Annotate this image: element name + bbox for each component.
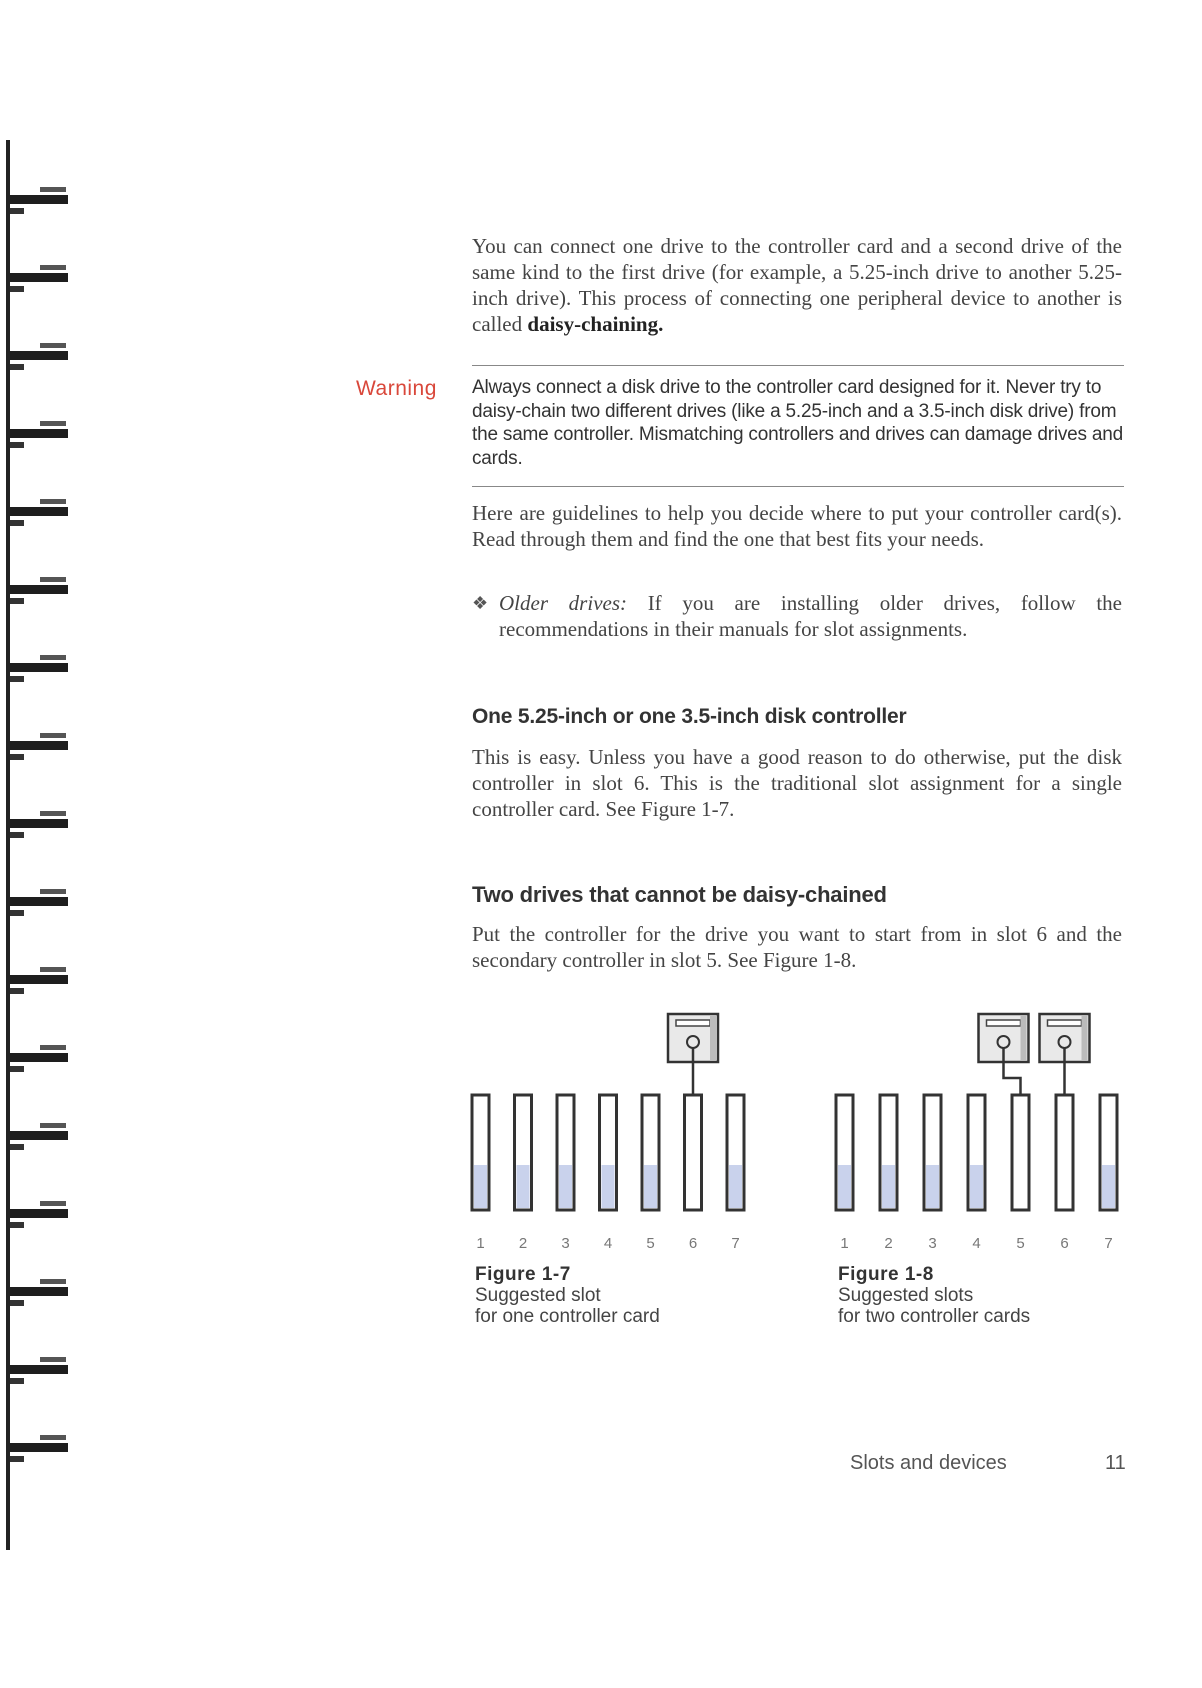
daisy-chaining-term: daisy-chaining. bbox=[527, 312, 664, 336]
slot-3-shade bbox=[559, 1165, 572, 1208]
warning-label: Warning bbox=[356, 377, 437, 400]
slot-1-shade bbox=[838, 1165, 851, 1208]
slot-4-shade bbox=[602, 1165, 615, 1208]
figure-1-7-number: Figure 1-7 bbox=[475, 1264, 571, 1285]
binding-coil bbox=[10, 1279, 68, 1306]
slot-3-label: 3 bbox=[928, 1235, 937, 1250]
slot-1-shade bbox=[474, 1165, 487, 1208]
figure-1-8-caption bbox=[838, 1264, 1030, 1327]
slot-7-shade bbox=[1102, 1165, 1115, 1208]
bullet-diamond-icon: ❖ bbox=[472, 593, 489, 613]
bullet-older-drives bbox=[472, 590, 1122, 642]
bullet-text: If you are installing older drives, follow the recommendations in their manuals for slot assignments. bbox=[499, 591, 1122, 641]
footer-section-title: Slots and devices bbox=[850, 1452, 1007, 1474]
binding-coil bbox=[10, 655, 68, 682]
slot-2-label: 2 bbox=[518, 1235, 528, 1250]
figure-1-8-caption-line1: Suggested slots bbox=[838, 1285, 974, 1306]
binding-coil bbox=[10, 265, 68, 292]
binding-coil bbox=[10, 187, 68, 214]
slot-4-label: 4 bbox=[603, 1235, 613, 1250]
slot-5-rect bbox=[1012, 1095, 1029, 1210]
slot-6-label: 6 bbox=[1060, 1235, 1069, 1250]
binding-coil bbox=[10, 1435, 68, 1462]
slot-7-label: 7 bbox=[731, 1235, 740, 1250]
intro-text: You can connect one drive to the controller card and a second drive of the same kind to the first drive (for example, a 5.25-inch drive to another 5.25-inch drive). This process of connecting one peripheral device to another is called bbox=[472, 234, 1122, 336]
guidelines-paragraph: Here are guidelines to help you decide where to put your controller card(s). Read through them and find the one that best fits your needs. bbox=[472, 501, 1122, 551]
slot-5-shade bbox=[644, 1165, 657, 1208]
slot-7-label: 7 bbox=[1104, 1235, 1113, 1250]
binding-coil bbox=[10, 499, 68, 526]
section1-heading: One 5.25-inch or one 3.5-inch disk controller bbox=[472, 705, 907, 728]
figure-1-8-diagram bbox=[824, 1010, 1134, 1250]
binding-coil bbox=[10, 577, 68, 604]
binding-coil bbox=[10, 811, 68, 838]
figure-1-7-diagram bbox=[460, 1010, 760, 1250]
binding-coil bbox=[10, 967, 68, 994]
divider-top bbox=[472, 365, 1124, 366]
slot-5-label: 5 bbox=[1016, 1235, 1025, 1250]
binding-coil bbox=[10, 343, 68, 370]
slot-1-label: 1 bbox=[840, 1235, 849, 1250]
figure-1-7-caption-line1: Suggested slot bbox=[475, 1285, 601, 1306]
binding-coil bbox=[10, 1045, 68, 1072]
slot-3-shade bbox=[926, 1165, 939, 1208]
binding-coil bbox=[10, 1123, 68, 1150]
footer-page-number: 11 bbox=[1105, 1452, 1126, 1474]
figure-1-8-caption-line2: for two controller cards bbox=[838, 1306, 1031, 1327]
slot-1-label: 1 bbox=[476, 1235, 485, 1250]
warning-text: Always connect a disk drive to the controller card designed for it. Never try to daisy-chain two different drives (like a 5.25-inch and a 3.5-inch disk drive) from the same controller. Mismatching controllers and drives can damage drives and cards. bbox=[472, 377, 1123, 469]
slot-7-shade bbox=[729, 1165, 742, 1208]
figure-1-8-number: Figure 1-8 bbox=[838, 1264, 934, 1285]
spiral-binding bbox=[0, 140, 90, 1550]
slot-4-shade bbox=[970, 1165, 983, 1208]
bullet-lead: Older drives: bbox=[499, 591, 627, 615]
binding-coil bbox=[10, 889, 68, 916]
slot-5-label: 5 bbox=[646, 1235, 655, 1250]
binding-coil bbox=[10, 1357, 68, 1384]
slot-2-shade bbox=[517, 1165, 530, 1208]
slot-6-rect bbox=[685, 1095, 702, 1210]
slot-6-rect bbox=[1056, 1095, 1073, 1210]
section2-heading: Two drives that cannot be daisy-chained bbox=[472, 882, 887, 907]
binding-coil bbox=[10, 421, 68, 448]
slot-2-label: 2 bbox=[884, 1235, 893, 1250]
figure-1-7-caption bbox=[475, 1264, 660, 1327]
figure-1-7-caption-line2: for one controller card bbox=[475, 1306, 660, 1327]
section2-paragraph: Put the controller for the drive you want to start from in slot 6 and the secondary controller in slot 5. See Figure 1-8. bbox=[472, 922, 1122, 972]
slot-2-shade bbox=[882, 1165, 895, 1208]
divider-bottom bbox=[472, 486, 1124, 487]
binding-coil bbox=[10, 733, 68, 760]
intro-paragraph bbox=[472, 233, 1122, 337]
slot-4-label: 4 bbox=[972, 1235, 981, 1250]
binding-coil bbox=[10, 1201, 68, 1228]
slot-6-label: 6 bbox=[688, 1235, 698, 1250]
section1-paragraph: This is easy. Unless you have a good reason to do otherwise, put the disk controller in slot 6. This is the traditional slot assignment for a single controller card. See Figure 1-7. bbox=[472, 745, 1122, 821]
slot-3-label: 3 bbox=[561, 1235, 570, 1250]
